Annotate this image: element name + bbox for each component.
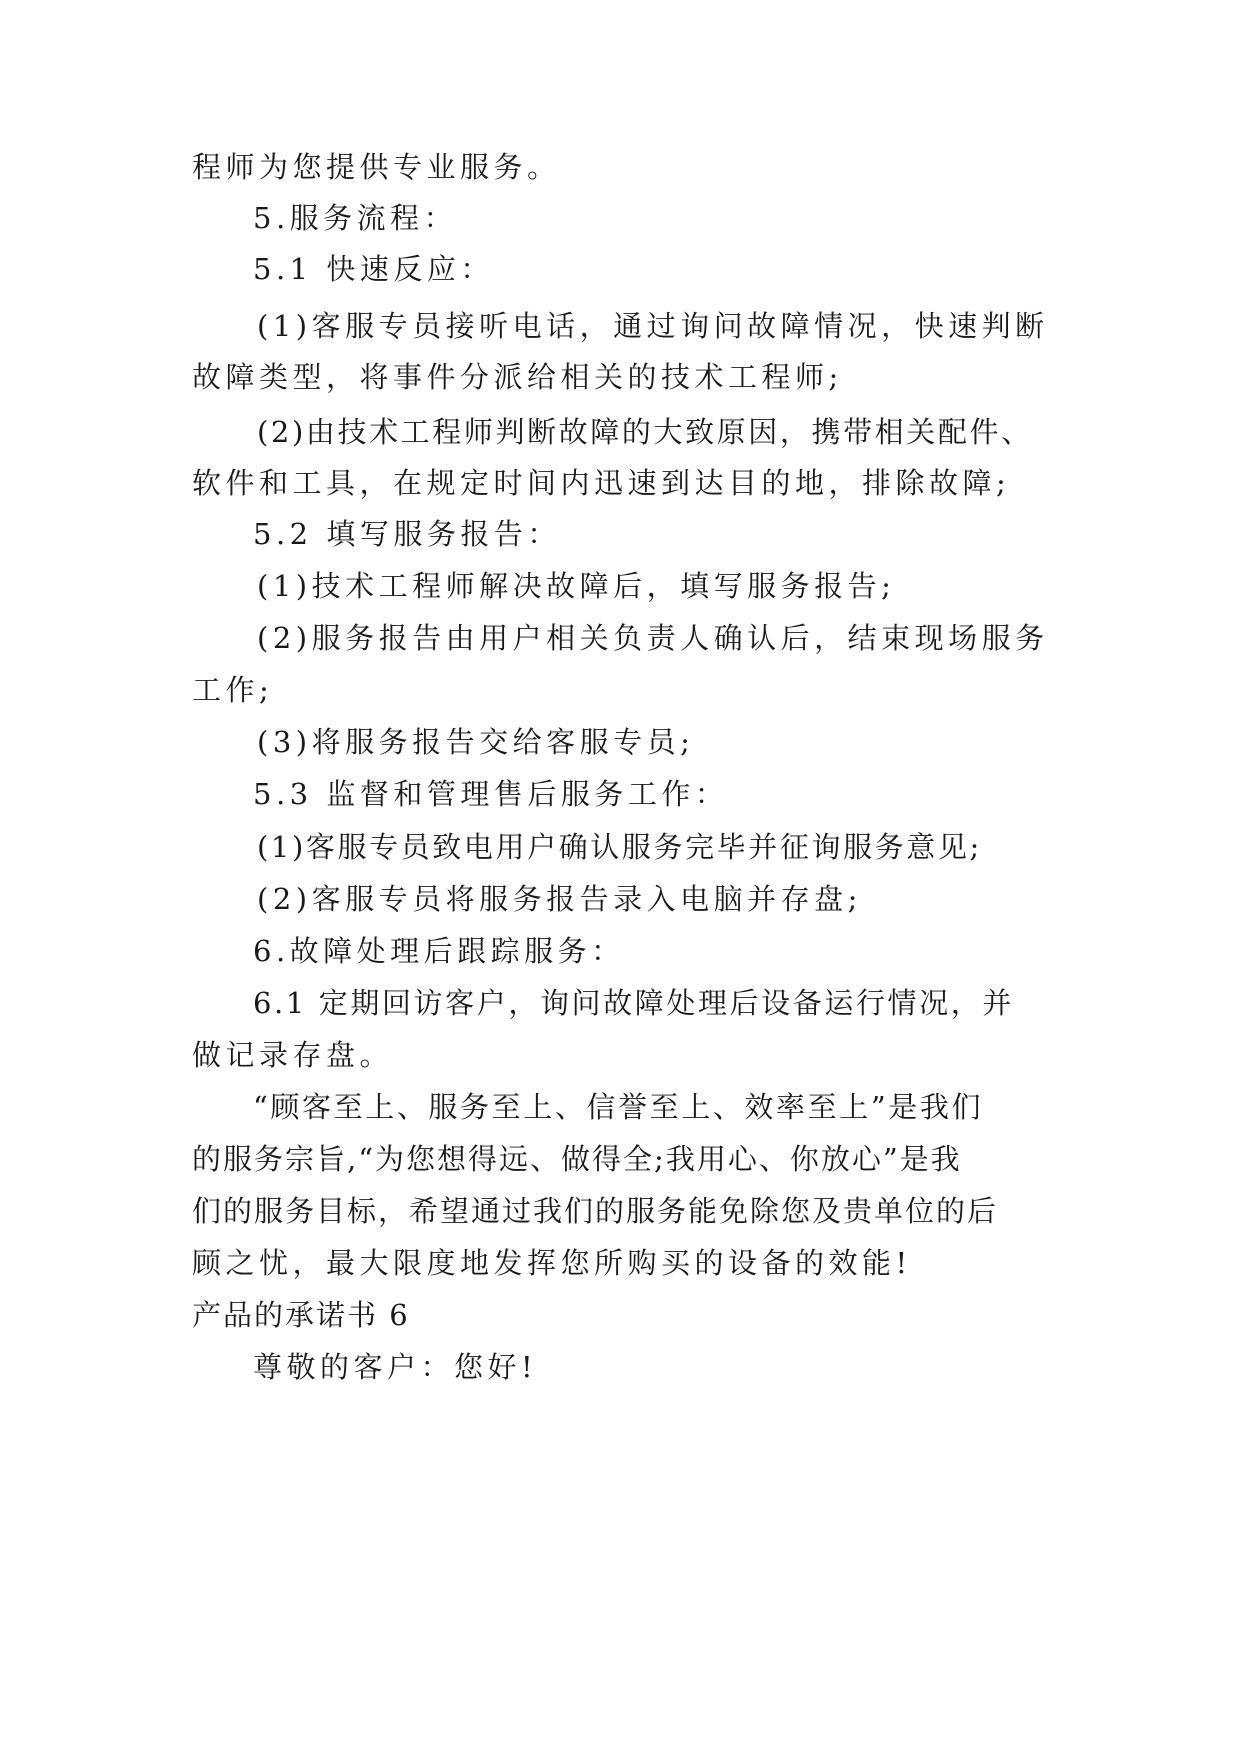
paragraph-line: 软件和工具，在规定时间内迅速到达目的地，排除故障; xyxy=(192,466,1011,500)
paragraph-line: 6.1 定期回访客户，询问故障处理后设备运行情况，并 xyxy=(253,986,1014,1020)
subsection-heading: 5.1 快速反应： xyxy=(253,252,494,286)
section-heading: 6.故障处理后跟踪服务： xyxy=(253,934,625,968)
paragraph-line: 顾之忧，最大限度地发挥您所购买的设备的效能! xyxy=(192,1246,912,1280)
paragraph-line: 做记录存盘。 xyxy=(192,1038,394,1072)
paragraph-line: 的服务宗旨,“为您想得远、做得全;我用心、你放心”是我 xyxy=(192,1142,962,1176)
list-item: (1)技术工程师解决故障后，填写服务报告; xyxy=(257,569,896,603)
paragraph-line: 故障类型，将事件分派给相关的技术工程师; xyxy=(192,360,843,394)
list-item: (3)将服务报告交给客服专员; xyxy=(257,725,695,759)
document-title: 产品的承诺书 6 xyxy=(192,1298,410,1332)
list-item: (1)客服专员接听电话，通过询问故障情况，快速判断 xyxy=(257,309,1049,343)
list-item: (2)由技术工程师判断故障的大致原因，携带相关配件、 xyxy=(257,415,1033,449)
subsection-heading: 5.3 监督和管理售后服务工作： xyxy=(253,777,729,811)
paragraph-line: “顾客至上、服务至上、信誉至上、效率至上”是我们 xyxy=(253,1090,984,1124)
subsection-heading: 5.2 填写服务报告： xyxy=(253,517,561,551)
list-item: (2)服务报告由用户相关负责人确认后，结束现场服务 xyxy=(257,621,1049,655)
paragraph-line: 们的服务目标，希望通过我们的服务能免除您及贵单位的后 xyxy=(192,1194,999,1228)
paragraph-line: 工作; xyxy=(192,673,274,707)
list-item: (1)客服专员致电用户确认服务完毕并征询服务意见; xyxy=(257,830,982,864)
paragraph-line: 程师为您提供专业服务。 xyxy=(192,150,561,184)
list-item: (2)客服专员将服务报告录入电脑并存盘; xyxy=(257,882,862,916)
section-heading: 5.服务流程： xyxy=(253,201,458,235)
salutation: 尊敬的客户：您好! xyxy=(253,1350,538,1384)
